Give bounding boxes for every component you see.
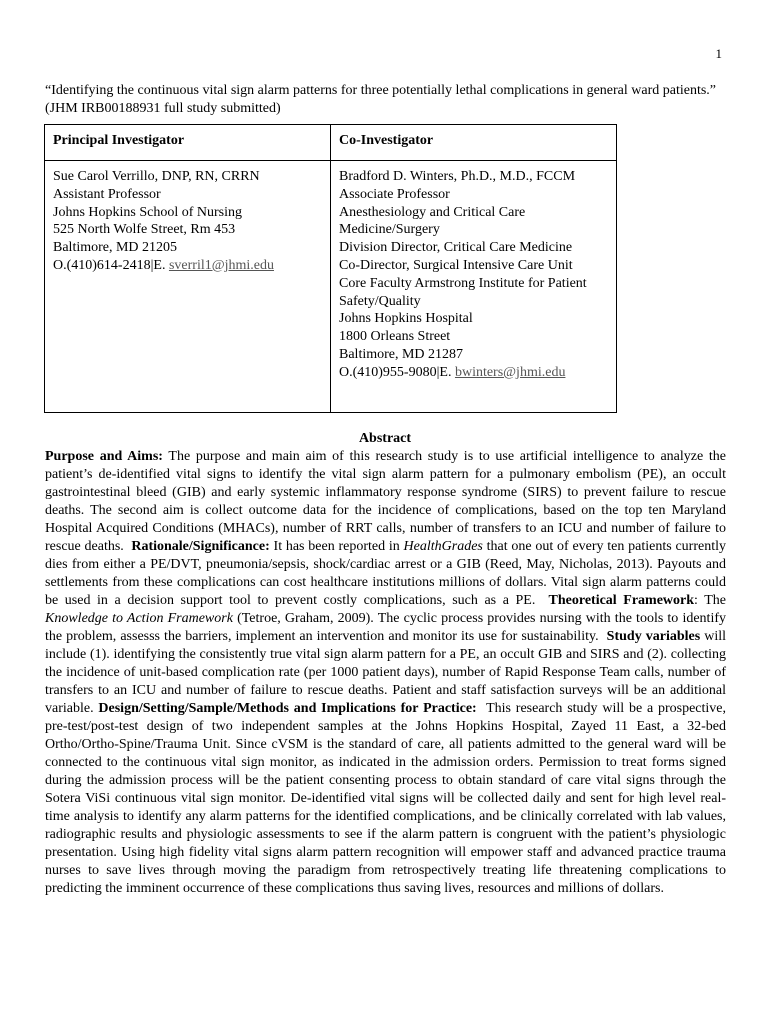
- coi-phone: O.(410)955-9080|E.: [339, 364, 452, 380]
- coi-department-1: Anesthesiology and Critical Care: [339, 204, 526, 220]
- coi-email-link[interactable]: bwinters@jhmi.edu: [454, 364, 566, 380]
- coi-contact: [339, 364, 608, 382]
- investigators-table: [44, 124, 617, 413]
- rationale-label: Rationale/Significance:: [131, 539, 270, 554]
- framework-name: Knowledge to Action Framework: [45, 611, 233, 626]
- page-number: 1: [715, 46, 722, 61]
- investigators-body-row: [45, 161, 617, 413]
- coi-role-2: Co-Director, Surgical Intensive Care Unit: [339, 257, 573, 273]
- pi-details: [45, 161, 331, 413]
- pi-contact: [53, 257, 322, 275]
- rationale-text-2: that one out of every ten patients currently dies from either a PE/DVT, pneumonia/sepsis, shock/cardiac arrest or a GIB (Reed, May, Nicholas, 2013). Payouts and settlements from these complications can cost healthcare institutions millions of dollars. Vital sign alarm patterns could be used in a decision support tool to prevent costly complications, such as a PE.: [45, 539, 726, 608]
- pi-email-link[interactable]: sverril1@jhmi.edu: [168, 257, 274, 273]
- pi-institution: Johns Hopkins School of Nursing: [53, 204, 243, 220]
- purpose-label: Purpose and Aims:: [45, 449, 163, 464]
- healthgrades-text: HealthGrades: [403, 539, 483, 554]
- investigators-header-row: [45, 125, 617, 161]
- rationale-text-1: It has been reported in: [273, 539, 400, 554]
- coi-department-2: Medicine/Surgery: [339, 222, 440, 238]
- framework-text-1: : The: [694, 593, 727, 608]
- coi-details: [331, 161, 617, 413]
- pi-city: Baltimore, MD 21205: [53, 240, 178, 256]
- pi-title: Assistant Professor: [53, 186, 161, 202]
- abstract-body: [45, 448, 726, 898]
- pi-phone: O.(410)614-2418|E.: [53, 257, 166, 273]
- study-title: “Identifying the continuous vital sign alarm patterns for three potentially lethal complications in general ward patients.” (JHM IRB00188931 full study submitted): [45, 83, 717, 116]
- coi-role-1: Division Director, Critical Care Medicine: [339, 240, 573, 256]
- framework-text-2: (Tetroe, Graham, 2009). The cyclic process provides nursing with the tools to identify the problem, assesss the barriers, implement an intervention and monitor its use for sustainability.: [45, 611, 726, 644]
- design-text: This research study will be a prospective, pre-test/post-test design of two independent samples at the Johns Hopkins Hospital, Zayed 11 East, a 32-bed Ortho/Ortho-Spine/Trauma Unit. Since cVSM is the standard of care, all patients admitted to the general ward will be connected to the continuous vital sign monitor, as indicated in the admission orders. Permission to treat forms signed during the admission process will be the patient consenting process to obtain standard of care vital signs through the Sotera ViSi continuous vital sign monitor. De-identified vital signs will be collected daily and sent for high level real-time analysis to identify any alarm patterns for the identified complications, and be clinically correlated with lab values, radiographic results and physiologic assessments to see if the alarm pattern is congruent with the patient’s physiologic presentation. Using high fidelity vital signs alarm pattern recognition will empower staff and advanced practice trauma nurses to save lives through moving the paradigm from retrospectively treating life threatening complications to predicting the imminent occurrence of these complications thus saving lives, resources and millions of dollars.: [45, 701, 727, 896]
- coi-institution: Johns Hopkins Hospital: [339, 311, 473, 327]
- pi-street: 525 North Wolfe Street, Rm 453: [53, 222, 236, 238]
- pi-header: Principal Investigator: [45, 125, 331, 161]
- abstract-heading: Abstract: [358, 431, 412, 446]
- variables-text: will include (1). identifying the consistently true vital sign alarm pattern for a PE, an occult GIB and SIRS and (2). collecting the incidence of unit-based complication rate (per 1000 patient days), number of Rapid Response Team calls, number of transfers to an ICU and number of failure to rescue deaths. Patient and staff satisfaction surveys will be an additional variable.: [45, 629, 727, 716]
- coi-city: Baltimore, MD 21287: [339, 346, 464, 362]
- coi-street: 1800 Orleans Street: [339, 329, 451, 345]
- variables-label: Study variables: [606, 629, 701, 644]
- design-label: Design/Setting/Sample/Methods and Implications for Practice:: [98, 701, 477, 716]
- coi-title: Associate Professor: [339, 186, 450, 202]
- pi-name: Sue Carol Verrillo, DNP, RN, CRRN: [53, 169, 260, 184]
- framework-label: Theoretical Framework: [548, 593, 695, 608]
- coi-header: Co-Investigator: [331, 125, 617, 161]
- coi-role-4: Safety/Quality: [339, 293, 421, 309]
- coi-role-3: Core Faculty Armstrong Institute for Patient: [339, 275, 587, 291]
- purpose-text: The purpose and main aim of this research study is to use artificial intelligence to analyze the patient’s de-identified vital signs to identify the vital sign alarm pattern for a pulmonary embolism (PE), an occult gastrointestinal bleed (GIB) and early systemic inflammatory response syndrome (SIRS) to prevent failure to rescue deaths. The second aim is collect outcome data for the incidence of complications, based on the top ten Maryland Hospital Acquired Conditions (MHACs), number of RRT calls, number of transfers to an ICU and number of failure to rescue deaths.: [45, 449, 727, 554]
- coi-name: Bradford D. Winters, Ph.D., M.D., FCCM: [339, 169, 576, 184]
